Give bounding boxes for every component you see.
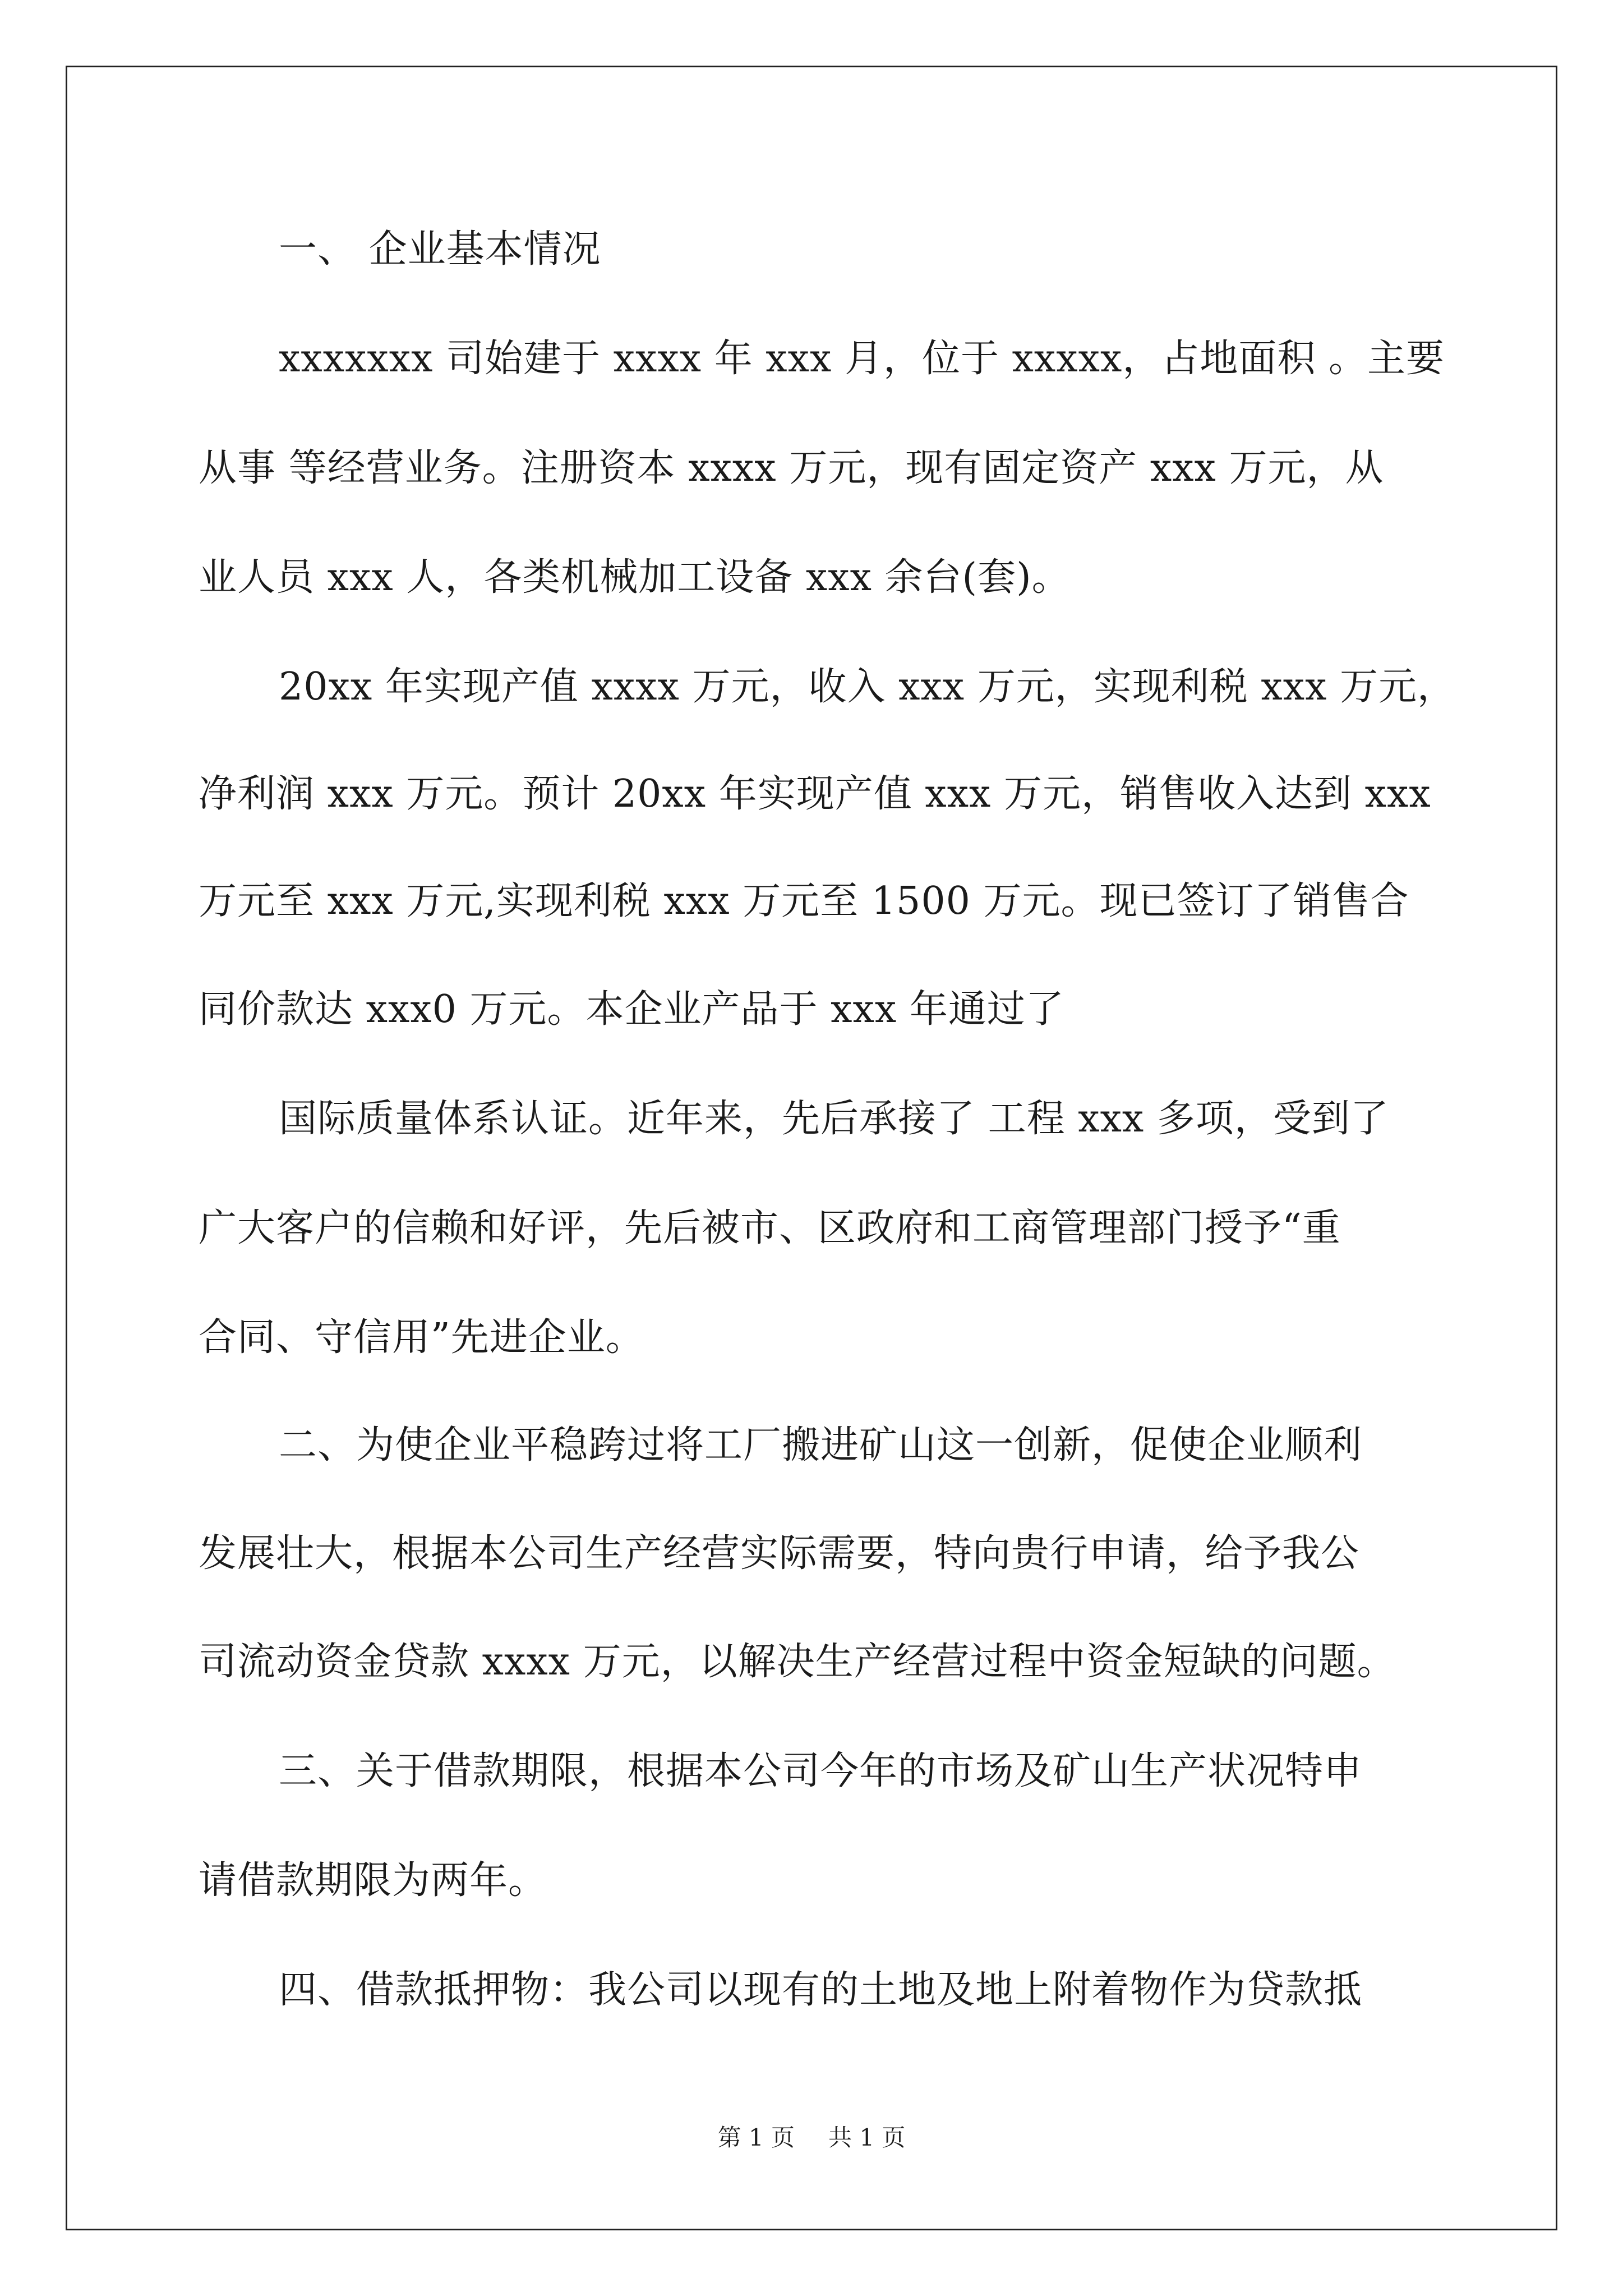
paragraph-line: 广大客户的信赖和好评，先后被市、区政府和工商管理部门授予“重: [199, 1206, 1341, 1250]
paragraph-line: xxxxxxx 司始建于 xxxx 年 xxx 月，位于 xxxxx，占地面积 。主要: [279, 337, 1445, 381]
page-border: [66, 66, 1557, 2230]
paragraph-line: 国际质量体系认证。近年来，先后承接了 工程 xxx 多项，受到了: [279, 1097, 1389, 1141]
paragraph-line: 从事 等经营业务。注册资本 xxxx 万元，现有固定资产 xxx 万元，从: [199, 446, 1384, 490]
paragraph-line: 同价款达 xxx0 万元。本企业产品于 xxx 年通过了: [199, 987, 1064, 1032]
paragraph-line: 发展壮大，根据本公司生产经营实际需要，特向贵行申请，给予我公: [199, 1531, 1360, 1576]
page-footer: [0, 2124, 1623, 2152]
paragraph-line: 20xx 年实现产值 xxxx 万元，收入 xxx 万元，实现利税 xxx 万元，: [279, 665, 1456, 709]
section-heading-basic-info: 一、 企业基本情况: [279, 227, 601, 272]
paragraph-line: 万元至 xxx 万元,实现利税 xxx 万元至 1500 万元。现已签订了销售合: [199, 879, 1409, 923]
paragraph-line: 二、为使企业平稳跨过将工厂搬进矿山这一创新，促使企业顺利: [279, 1423, 1363, 1467]
paragraph-line: 四、借款抵押物：我公司以现有的土地及地上附着物作为贷款抵: [279, 1968, 1363, 2012]
paragraph-line: 合同、守信用”先进企业。: [199, 1315, 644, 1360]
paragraph-line: 净利润 xxx 万元。预计 20xx 年实现产值 xxx 万元，销售收入达到 xxx: [199, 772, 1431, 816]
page-number: 第 1 页: [717, 2124, 795, 2151]
paragraph-line: 三、关于借款期限，根据本公司今年的市场及矿山生产状况特申: [279, 1749, 1363, 1793]
paragraph-line: 业人员 xxx 人，各类机械加工设备 xxx 余台(套)。: [199, 555, 1071, 600]
paragraph-line: 请借款期限为两年。: [199, 1858, 547, 1903]
page-total: 共 1 页: [828, 2124, 906, 2151]
paragraph-line: 司流动资金贷款 xxxx 万元，以解决生产经营过程中资金短缺的问题。: [199, 1640, 1396, 1684]
